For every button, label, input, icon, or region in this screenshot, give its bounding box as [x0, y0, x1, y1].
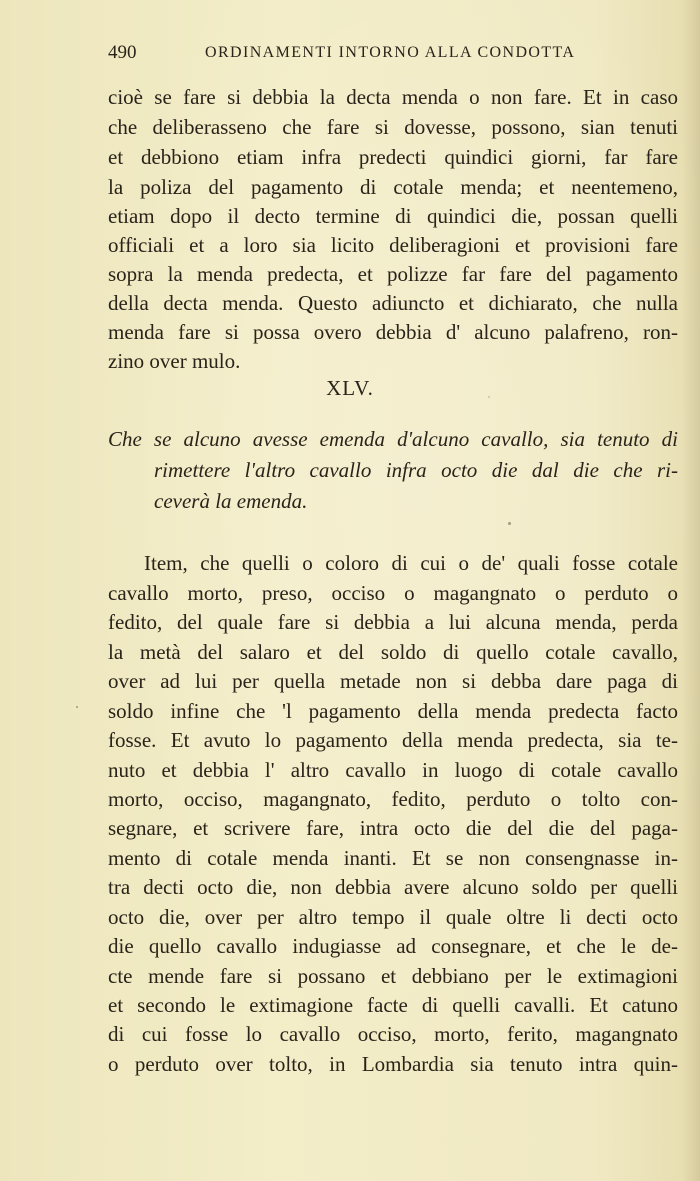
text-line: et secondo le extimagione facte di quelli cavalli. Et catuno	[108, 993, 678, 1017]
text-line: fedito, del quale fare si debbia a lui alcuna menda, perda	[108, 610, 678, 634]
text-line: die quello cavallo indugiasse ad consegnare, et che le de-	[108, 934, 678, 958]
text-line: tra decti octo die, non debbia avere alcuno soldo per quelli	[108, 875, 678, 899]
section-number: XLV.	[326, 376, 374, 400]
text-line: menda fare si possa overo debbia d' alcuno palafreno, ron-	[108, 320, 678, 344]
text-line: cioè se fare si debbia la decta menda o non fare. Et in caso	[108, 85, 678, 109]
page-edge-shadow	[682, 0, 700, 1181]
text-line: segnare, et scrivere fare, intra octo die del die del paga-	[108, 816, 678, 840]
rubric-line: ceverà la emenda.	[154, 489, 308, 513]
text-line: della decta menda. Questo adiuncto et dichiarato, che nulla	[108, 291, 678, 315]
text-line: mento di cotale menda inanti. Et se non consengnasse in-	[108, 846, 678, 870]
text-line: cte mende fare si possano et debbiano per le extimagioni	[108, 964, 678, 988]
text-line: nuto et debbia l' altro cavallo in luogo di cotale cavallo	[108, 758, 678, 782]
text-line: octo die, over per altro tempo il quale oltre li decti octo	[108, 905, 678, 929]
page-number: 490	[108, 42, 137, 63]
text-line: fosse. Et avuto lo pagamento della menda predecta, sia te-	[108, 728, 678, 752]
text-line: di cui fosse lo cavallo occiso, morto, ferito, magangnato	[108, 1022, 678, 1046]
text-line: zino over mulo.	[108, 349, 241, 373]
text-line: o perduto over tolto, in Lombardia sia tenuto intra quin-	[108, 1052, 678, 1076]
text-line: soldo infine che 'l pagamento della menda predecta facto	[108, 699, 678, 723]
text-line: Item, che quelli o coloro di cui o de' quali fosse cotale	[144, 551, 678, 575]
text-line: morto, occiso, magangnato, fedito, perduto o tolto con-	[108, 787, 678, 811]
text-line: officiali et a loro sia licito deliberagioni et provisioni fare	[108, 233, 678, 257]
text-line: cavallo morto, preso, occiso o magangnato o perduto o	[108, 581, 678, 605]
running-header	[108, 42, 668, 72]
text-line: che deliberasseno che fare si dovesse, possono, sian tenuti	[108, 115, 678, 139]
text-line: sopra la menda predecta, et polizze far fare del pagamento	[108, 262, 678, 286]
text-line: la metà del salaro et del soldo di quello cotale cavallo,	[108, 640, 678, 664]
text-line: et debbiono etiam infra predecti quindici giorni, far fare	[108, 145, 678, 169]
text-line: etiam dopo il decto termine di quindici die, possan quelli	[108, 204, 678, 228]
ink-speck	[76, 706, 78, 708]
text-line: over ad lui per quella metade non si debba dare paga di	[108, 669, 678, 693]
rubric-line: Che se alcuno avesse emenda d'alcuno cavallo, sia tenuto di	[108, 427, 678, 451]
text-line: la poliza del pagamento di cotale menda; et neentemeno,	[108, 175, 678, 199]
running-title: ORDINAMENTI INTORNO ALLA CONDOTTA	[205, 44, 576, 61]
ink-speck	[508, 522, 511, 525]
rubric-line: rimettere l'altro cavallo infra octo die dal die che ri-	[154, 458, 678, 482]
